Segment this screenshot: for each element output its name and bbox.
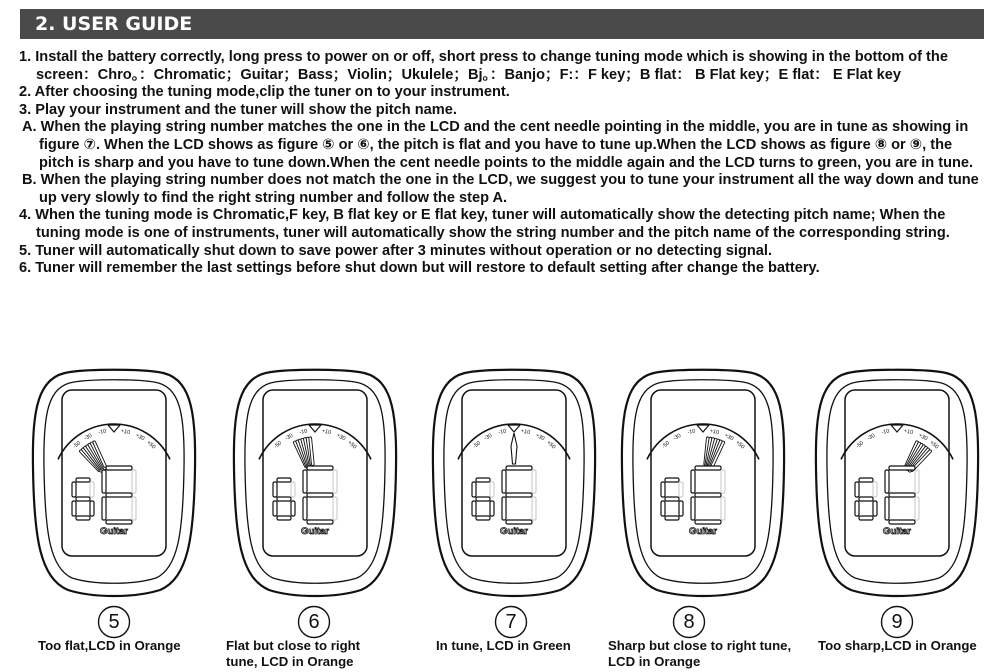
- instruction-list: [19, 49, 989, 278]
- figure-number-badge: [494, 605, 528, 639]
- tuning-mode-label: Guitar: [689, 526, 717, 537]
- scale-label: -30: [483, 432, 494, 442]
- scale-label: +10: [903, 428, 914, 437]
- display-segment: [506, 493, 532, 497]
- scale-label: +50: [545, 439, 557, 451]
- step-1: 1. Install the battery correctly, long press to power on or off, short press to change tuning mode which is showing in the bottom of the screen：Chro。：Chromatic；Guitar；Bass；Violin；Ukulele；Bj。：Banjo；F:：F key；B flat： B Flat key；E flat： E Flat key: [19, 49, 948, 83]
- scale-label: +50: [145, 439, 157, 451]
- step-2: 2. After choosing the tuning mode,clip the tuner on to your instrument.: [19, 84, 510, 101]
- tuner-drawing: [617, 368, 789, 598]
- tuner-figure: [811, 368, 983, 598]
- display-segment: [476, 478, 490, 482]
- step-4: 4. When the tuning mode is Chromatic,F key, B flat key or E flat key, tuner will automatically show the detecting pitch name; When the tuning mode is one of instruments, tuner will automatically show the string number and the pitch name of the corresponding string.: [19, 207, 950, 241]
- step-3b: B. When the playing string number does not match the one in the LCD, we suggest you to tune your instrument all the way down and tune up very slowly to find the right string number and follow the step A.: [22, 172, 979, 206]
- display-segment: [859, 497, 873, 501]
- display-segment: [307, 520, 333, 524]
- step-6: 6. Tuner will remember the last settings before shut down but will restore to default setting after change the battery.: [19, 260, 820, 277]
- scale-label: -10: [299, 428, 309, 436]
- tuning-mode-label: Guitar: [301, 526, 329, 537]
- scale-label: +10: [520, 428, 531, 437]
- scale-label: -50: [72, 440, 83, 451]
- scale-label: +30: [134, 432, 146, 443]
- display-segment: [859, 478, 873, 482]
- scale-label: +50: [734, 439, 746, 451]
- figure-number: 9: [891, 611, 903, 633]
- display-segment: [307, 466, 333, 470]
- step-3a: A. When the playing string number matches the one in the LCD and the cent needle pointing in the middle, you are in tune as showing in figure ⑦. When the LCD shows as figure ⑤ or ⑥, the pitch is flat and you have to tune up.When the LCD shows as figure ⑧ or ⑨, the pitch is sharp and you have to tune down.When the cent needle points to the middle again and the LCD turns to green, you are in tune.: [22, 119, 974, 171]
- figure-number: 8: [683, 611, 695, 633]
- scale-label: -50: [273, 440, 284, 451]
- scale-label: +10: [120, 428, 131, 437]
- scale-label: +50: [928, 439, 940, 451]
- display-segment: [476, 516, 490, 520]
- display-segment: [691, 497, 695, 520]
- figure-caption: Too sharp,LCD in Orange: [818, 638, 977, 653]
- scale-label: -30: [83, 432, 94, 442]
- scale-label: +30: [917, 432, 929, 443]
- scale-label: -30: [284, 432, 295, 442]
- display-segment: [873, 501, 877, 516]
- scale-label: -50: [661, 440, 672, 451]
- display-segment: [885, 470, 889, 493]
- display-segment: [695, 493, 721, 497]
- tuner-figure: [229, 368, 401, 598]
- display-segment: [691, 470, 695, 493]
- figure-caption: Flat but close to right tune, LCD in Orange: [226, 638, 361, 669]
- display-segment: [106, 493, 132, 497]
- step-3: 3. Play your instrument and the tuner will show the pitch name.: [19, 101, 457, 118]
- display-segment: [90, 501, 94, 516]
- display-segment: [277, 497, 291, 501]
- display-segment: [889, 493, 915, 497]
- tuner-drawing: [229, 368, 401, 598]
- figure-number: 6: [308, 611, 320, 633]
- display-segment: [106, 466, 132, 470]
- tuner-drawing: [428, 368, 600, 598]
- display-segment: [502, 497, 506, 520]
- display-segment: [889, 466, 915, 470]
- scale-label: +30: [723, 432, 735, 443]
- display-segment: [490, 501, 494, 516]
- figure-caption: Too flat,LCD in Orange: [38, 638, 181, 653]
- scale-label: -10: [98, 428, 108, 436]
- scale-label: +30: [534, 432, 546, 443]
- display-segment: [273, 482, 277, 497]
- scale-label: -50: [472, 440, 483, 451]
- tuner-drawing: [811, 368, 983, 598]
- display-segment: [303, 497, 307, 520]
- display-segment: [76, 478, 90, 482]
- display-segment: [476, 497, 490, 501]
- scale-label: -30: [866, 432, 877, 442]
- figure-number: 7: [505, 611, 517, 633]
- scale-label: +10: [709, 428, 720, 437]
- display-segment: [76, 497, 90, 501]
- tuning-mode-label: Guitar: [500, 526, 528, 537]
- display-segment: [76, 516, 90, 520]
- scale-label: +10: [321, 428, 332, 437]
- display-segment: [472, 501, 476, 516]
- figure-number-badge: [672, 605, 706, 639]
- scale-label: -10: [498, 428, 508, 436]
- display-segment: [502, 470, 506, 493]
- display-segment: [102, 497, 106, 520]
- display-segment: [695, 520, 721, 524]
- display-segment: [72, 501, 76, 516]
- display-segment: [695, 466, 721, 470]
- display-segment: [665, 478, 679, 482]
- figure-number: 5: [108, 611, 120, 633]
- display-segment: [665, 516, 679, 520]
- tuning-mode-label: Guitar: [100, 526, 128, 537]
- tuner-figure: [617, 368, 789, 598]
- display-segment: [307, 493, 333, 497]
- display-segment: [506, 520, 532, 524]
- scale-label: -50: [855, 440, 866, 451]
- display-segment: [291, 501, 295, 516]
- step-5: 5. Tuner will automatically shut down to save power after 3 minutes without operation or no detecting signal.: [19, 242, 773, 259]
- figure-caption: Sharp but close to right tune, LCD in Orange: [608, 638, 792, 669]
- display-segment: [665, 497, 679, 501]
- display-segment: [855, 482, 859, 497]
- scale-label: +30: [335, 432, 347, 443]
- display-segment: [889, 520, 915, 524]
- section-title: 2. USER GUIDE: [35, 13, 193, 35]
- tuner-drawing: [28, 368, 200, 598]
- display-segment: [661, 482, 665, 497]
- display-segment: [303, 470, 307, 493]
- display-segment: [661, 501, 665, 516]
- scale-label: +50: [346, 439, 358, 451]
- figure-number-badge: [297, 605, 331, 639]
- display-segment: [72, 482, 76, 497]
- scale-label: -10: [881, 428, 891, 436]
- display-segment: [885, 497, 889, 520]
- figure-caption: In tune, LCD in Green: [436, 638, 571, 653]
- display-segment: [679, 501, 683, 516]
- display-segment: [506, 466, 532, 470]
- tuner-figure: [28, 368, 200, 598]
- display-segment: [472, 482, 476, 497]
- figure-number-badge: [880, 605, 914, 639]
- display-segment: [277, 516, 291, 520]
- tuning-mode-label: Guitar: [883, 526, 911, 537]
- display-segment: [102, 470, 106, 493]
- figure-number-badge: [97, 605, 131, 639]
- scale-label: -30: [672, 432, 683, 442]
- display-segment: [859, 516, 873, 520]
- section-header: [20, 9, 984, 39]
- display-segment: [277, 478, 291, 482]
- display-segment: [273, 501, 277, 516]
- scale-label: -10: [687, 428, 697, 436]
- tuner-figure: [428, 368, 600, 598]
- display-segment: [106, 520, 132, 524]
- display-segment: [855, 501, 859, 516]
